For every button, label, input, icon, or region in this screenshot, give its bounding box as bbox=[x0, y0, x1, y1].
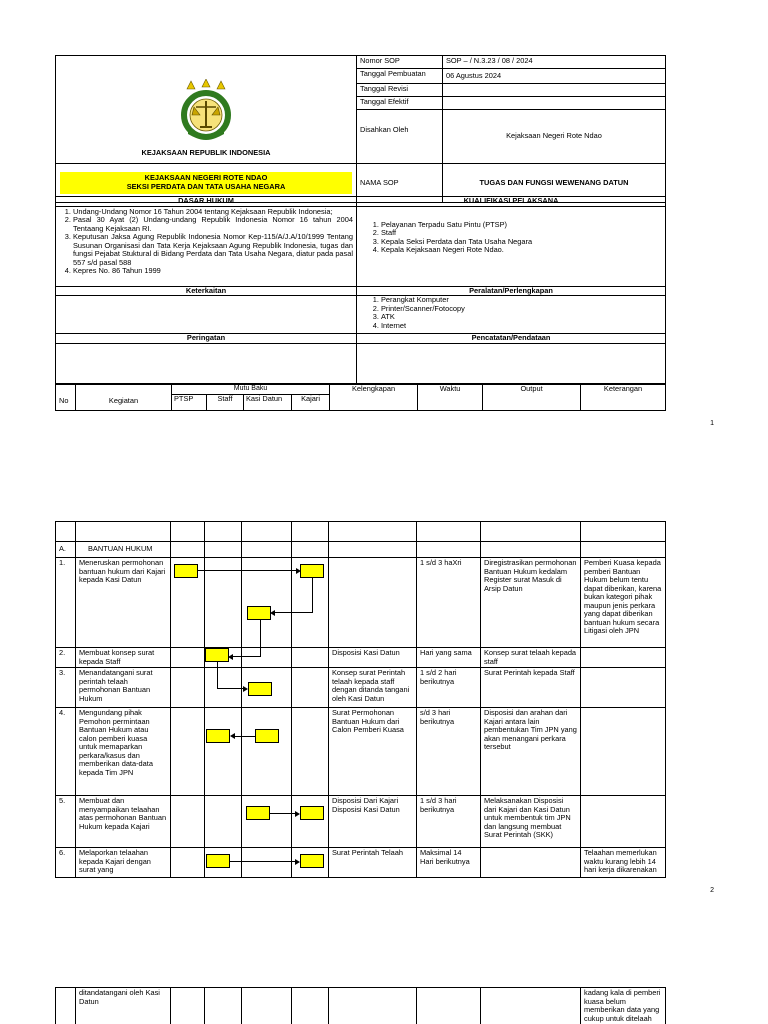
row-kegiatan: Menandatangani surat perintah telaah permohonan Bantuan Hukum bbox=[76, 668, 171, 708]
kualifikasi-list bbox=[367, 221, 662, 255]
flow-box-staff bbox=[206, 729, 230, 743]
row-waktu: Maksimal 14 Hari berikutnya bbox=[417, 848, 481, 878]
row-no: 2. bbox=[56, 648, 76, 668]
table-row bbox=[56, 708, 666, 796]
tanggal-pembuatan-label: Tanggal Pembuatan bbox=[357, 69, 443, 84]
flow-line bbox=[230, 861, 296, 862]
row-waktu: 1 s/d 3 haXri bbox=[417, 558, 481, 648]
row-kelengkapan bbox=[329, 558, 417, 648]
row-kegiatan: Membuat dan menyampaikan telaahan atas permohonan Bantuan Hukum kepada Kajari bbox=[76, 796, 171, 848]
table-row bbox=[56, 668, 666, 708]
flow-box-kasi bbox=[255, 729, 279, 743]
row-kelengkapan: Surat Perintah Telaah bbox=[329, 848, 417, 878]
row-no: 4. bbox=[56, 708, 76, 796]
flow-box-ptsp bbox=[174, 564, 198, 578]
table-row bbox=[56, 648, 666, 668]
peringatan-title: Peringatan bbox=[56, 334, 357, 344]
col-waktu: Waktu bbox=[418, 385, 483, 411]
row-keterangan bbox=[581, 708, 666, 796]
row-keterangan: kadang kala di pemberi kuasa belum memberikan data yang cukup untuk ditelaah bbox=[581, 988, 666, 1024]
flow-box-kasi bbox=[248, 682, 272, 696]
table-row bbox=[56, 848, 666, 878]
row-waktu: 1 s/d 3 hari berikutnya bbox=[417, 796, 481, 848]
tanggal-revisi-value bbox=[443, 84, 666, 97]
row-keterangan: Pemberi Kuasa kepada pemberi Bantuan Hukum belum tentu dapat diberikan, karena bukan kategori pihak maupun jenis perkara yang dapat diberikan bantuan hukum secara Litigasi oleh JPN bbox=[581, 558, 666, 648]
flow-box-staff bbox=[206, 854, 230, 868]
tanggal-pembuatan-value: 06 Agustus 2024 bbox=[443, 69, 666, 84]
row-kelengkapan: Disposisi Kasi Datun bbox=[329, 648, 417, 668]
flow-box-kajari bbox=[300, 564, 324, 578]
col-mutu-baku: Mutu Baku bbox=[172, 385, 330, 395]
flow-line bbox=[235, 736, 255, 737]
dasar-hukum-title: DASAR HUKUM bbox=[56, 197, 357, 207]
kualifikasi-item: 4. Kepala Kejaksaan Negeri Rote Ndao. bbox=[381, 246, 662, 255]
flow-box-staff bbox=[205, 648, 229, 662]
col-kelengkapan: Kelengkapan bbox=[330, 385, 418, 411]
org-name: KEJAKSAAN REPUBLIK INDONESIA bbox=[141, 148, 271, 158]
peralatan-item: 4. Internet bbox=[381, 322, 662, 331]
dasar-hukum-item: 3. Keputusan Jaksa Agung Republik Indonesia Nomor Kep-115/A/J.A/10/1999 Tentang Susunan Organisasi dan Tata Kerja Kejaksaan Agung Republik Indonesia, tugas dan fungsi Pejabat Stuktural di Bidang Perdata dan Tata Usaha Negara, diatur pada pasal 557 s/d pasal 588 bbox=[73, 233, 353, 267]
flow-line bbox=[270, 813, 296, 814]
row-waktu: Hari yang sama bbox=[417, 648, 481, 668]
procedure-table-continued bbox=[55, 987, 666, 1024]
nama-sop-label: NAMA SOP bbox=[357, 164, 443, 203]
pencatatan-content bbox=[357, 343, 666, 383]
section-a-title: BANTUAN HUKUM bbox=[76, 542, 171, 558]
row-output: Melaksanakan Disposisi dari Kajari dan Kasi Datun untuk membentuk tim JPN dan langsung membuat Surat Perintah (SKK) bbox=[481, 796, 581, 848]
col-kasi-datun: Kasi Datun bbox=[244, 395, 292, 411]
kualifikasi-item: 2. Staff bbox=[381, 229, 662, 238]
row-kegiatan: Meneruskan permohonan bantuan hukum dari Kajari kepada Kasi Datun bbox=[76, 558, 171, 648]
disahkan-oleh-value: Kejaksaan Negeri Rote Ndao bbox=[443, 110, 666, 164]
col-kegiatan: Kegiatan bbox=[76, 385, 172, 411]
disahkan-oleh-label: Disahkan Oleh bbox=[357, 110, 443, 164]
unit-line-2: SEKSI PERDATA DAN TATA USAHA NEGARA bbox=[126, 182, 286, 191]
tanggal-efektif-label: Tanggal Efektif bbox=[357, 97, 443, 110]
peralatan-item: 3. ATK bbox=[381, 313, 662, 322]
peralatan-list-cell bbox=[357, 296, 666, 334]
flow-line bbox=[312, 578, 313, 613]
row-output: Surat Perintah kepada Staff bbox=[481, 668, 581, 708]
row-output: Disposisi dan arahan dari Kajari antara lain pembentukan Tim JPN yang akan menangani perkara tersebut bbox=[481, 708, 581, 796]
row-output: Diregistrasikan permohonan Bantuan Hukum kedalam Register surat Masuk di Arsip Datun bbox=[481, 558, 581, 648]
unit-banner bbox=[60, 172, 352, 193]
dasar-hukum-list-cell bbox=[56, 206, 357, 286]
peralatan-list bbox=[367, 296, 662, 330]
flow-line bbox=[232, 656, 261, 657]
flow-box-kajari bbox=[300, 854, 324, 868]
dasar-hukum-item: 4. Kepres No. 86 Tahun 1999 bbox=[73, 267, 353, 276]
table-row bbox=[56, 988, 666, 1024]
row-keterangan bbox=[581, 796, 666, 848]
row-kelengkapan: Surat Permohonan Bantuan Hukum dari Calon Pemberi Kuasa bbox=[329, 708, 417, 796]
row-no: 1. bbox=[56, 558, 76, 648]
col-kajari: Kajari bbox=[292, 395, 330, 411]
kualifikasi-title: KUALIFIKASI PELAKSANA bbox=[357, 197, 666, 207]
flow-box-kasi bbox=[247, 606, 271, 620]
dasar-hukum-item: 2. Pasal 30 Ayat (2) Undang-undang Republik Indonesia Nomor 16 tahun 2004 Tentaang Kejaksaan RI. bbox=[73, 216, 353, 233]
flow-box-kasi bbox=[246, 806, 270, 820]
flow-line bbox=[198, 570, 297, 571]
blank-row bbox=[56, 522, 666, 542]
row-keterangan: Telaahan memerlukan waktu kurang lebih 14 hari kerja dikarenakan bbox=[581, 848, 666, 878]
dasar-hukum-list bbox=[59, 208, 353, 276]
procedure-header-table bbox=[55, 384, 666, 411]
sop-sections-table bbox=[55, 196, 666, 384]
flow-line bbox=[274, 612, 312, 613]
page-number-2: 2 bbox=[710, 887, 714, 894]
row-keterangan bbox=[581, 668, 666, 708]
page-number-1: 1 bbox=[710, 420, 714, 427]
col-output: Output bbox=[483, 385, 581, 411]
row-kegiatan: Membuat konsep surat kepada Staff bbox=[76, 648, 171, 668]
section-a-row bbox=[56, 542, 666, 558]
kualifikasi-item: 3. Kepala Seksi Perdata dan Tata Usaha Negara bbox=[381, 238, 662, 247]
kualifikasi-list-cell bbox=[357, 206, 666, 286]
tanggal-efektif-value bbox=[443, 97, 666, 110]
table-row bbox=[56, 558, 666, 648]
nomor-sop-value: SOP – / N.3.23 / 08 / 2024 bbox=[443, 56, 666, 69]
col-ptsp: PTSP bbox=[172, 395, 207, 411]
row-kelengkapan: Konsep surat Perintah telaah kepada staff dengan ditanda tangani oleh Kasi Datun bbox=[329, 668, 417, 708]
flow-box-kajari bbox=[300, 806, 324, 820]
row-keterangan bbox=[581, 648, 666, 668]
row-kegiatan: ditandatangani oleh Kasi Datun bbox=[76, 988, 171, 1024]
row-kegiatan: Mengundang pihak Pemohon permintaan Bantuan Hukum atau calon pemberi kuasa untuk memaparkan perkara/kasus dan memberikan data-data kepada Tim JPN bbox=[76, 708, 171, 796]
flow-line bbox=[217, 662, 218, 689]
row-no: 6. bbox=[56, 848, 76, 878]
dasar-hukum-item: 1. Undang-Undang Nomor 16 Tahun 2004 tentang Kejaksaan Republik Indonesia; bbox=[73, 208, 353, 217]
row-output bbox=[481, 848, 581, 878]
section-a-no: A. bbox=[56, 542, 76, 558]
kejaksaan-emblem-icon bbox=[176, 79, 236, 143]
nama-sop-value: TUGAS DAN FUNGSI WEWENANG DATUN bbox=[443, 164, 666, 203]
flow-line bbox=[217, 688, 243, 689]
col-staff: Staff bbox=[207, 395, 244, 411]
row-output: Konsep surat telaah kepada staff bbox=[481, 648, 581, 668]
keterkaitan-title: Keterkaitan bbox=[56, 286, 357, 296]
keterkaitan-content bbox=[56, 296, 357, 334]
row-no: 3. bbox=[56, 668, 76, 708]
peralatan-item: 2. Printer/Scanner/Fotocopy bbox=[381, 305, 662, 314]
logo-cell bbox=[56, 56, 357, 164]
kualifikasi-item: 1. Pelayanan Terpadu Satu Pintu (PTSP) bbox=[381, 221, 662, 230]
row-kegiatan: Melaporkan telaahan kepada Kajari dengan surat yang bbox=[76, 848, 171, 878]
tanggal-revisi-label: Tanggal Revisi bbox=[357, 84, 443, 97]
procedure-table bbox=[55, 521, 666, 878]
pencatatan-title: Pencatatan/Pendataan bbox=[357, 334, 666, 344]
unit-line-1: KEJAKSAAN NEGERI ROTE NDAO bbox=[144, 173, 268, 183]
nomor-sop-label: Nomor SOP bbox=[357, 56, 443, 69]
row-no: 5. bbox=[56, 796, 76, 848]
peralatan-title: Peralatan/Perlengkapan bbox=[357, 286, 666, 296]
table-row bbox=[56, 796, 666, 848]
row-waktu: 1 s/d 2 hari berikutnya bbox=[417, 668, 481, 708]
peralatan-item: 1. Perangkat Komputer bbox=[381, 296, 662, 305]
row-kelengkapan: Disposisi Dari Kajari Disposisi Kasi Datun bbox=[329, 796, 417, 848]
sop-header-table bbox=[55, 55, 666, 203]
row-waktu: s/d 3 hari berikutnya bbox=[417, 708, 481, 796]
flow-line bbox=[260, 620, 261, 657]
col-no: No bbox=[56, 385, 76, 411]
peringatan-content bbox=[56, 343, 357, 383]
col-keterangan: Keterangan bbox=[581, 385, 666, 411]
